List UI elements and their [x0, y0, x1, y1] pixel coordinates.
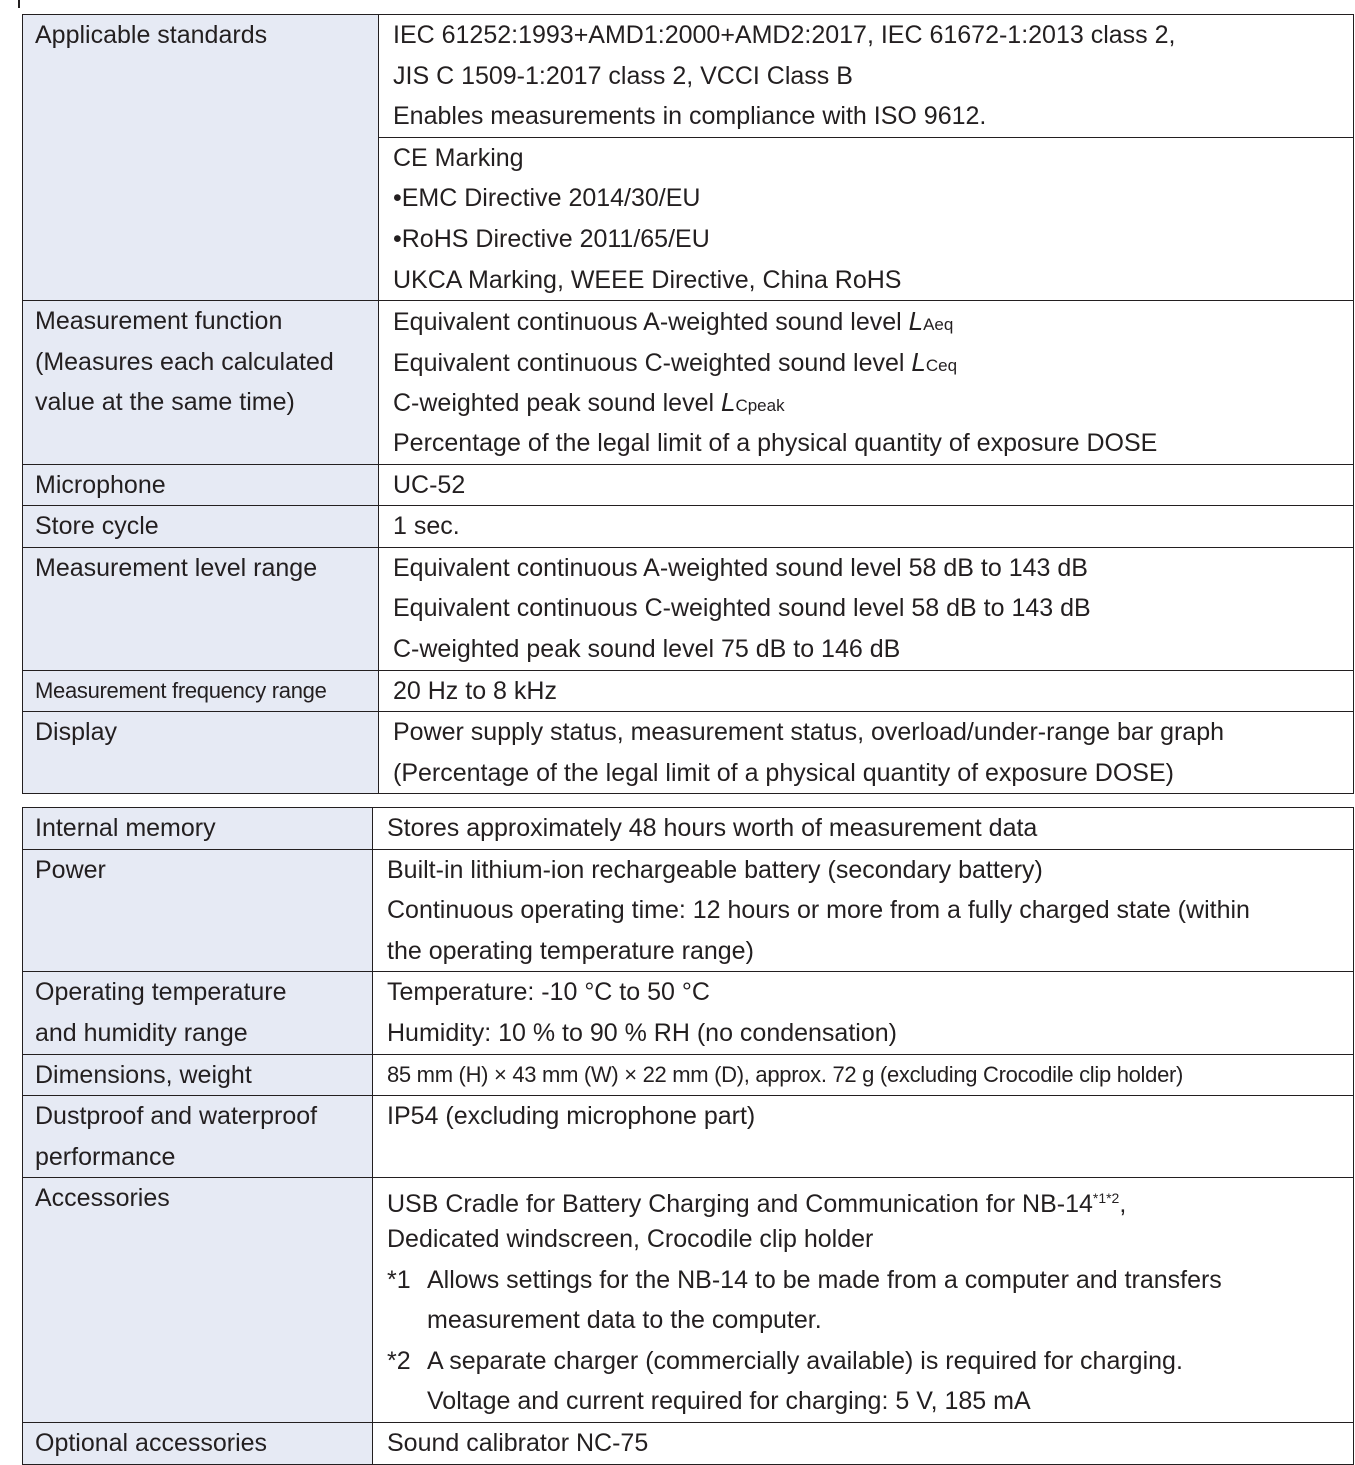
row-microphone: [23, 464, 1354, 506]
function-text: Equivalent continuous A-weighted sound level: [393, 308, 909, 337]
row-label: Microphone: [35, 470, 166, 499]
label-cell: [23, 506, 379, 548]
row-optional-accessories: [23, 1422, 1354, 1464]
function-item: [393, 382, 1353, 423]
row-label: Dimensions, weight: [35, 1060, 252, 1089]
row-value: UC-52: [393, 470, 466, 499]
value-cell: [373, 1422, 1354, 1464]
row-measurement-frequency-range: [23, 670, 1354, 712]
footnote-mark: *1: [387, 1265, 411, 1294]
spec-table-1: [22, 14, 1354, 794]
value-cell: [379, 670, 1354, 712]
row-label: Measurement function: [35, 307, 283, 336]
row-label: performance: [35, 1142, 176, 1171]
value-cell: [379, 506, 1354, 548]
value-cell-standards: [379, 15, 1354, 138]
row-measurement-level-range: [23, 547, 1354, 670]
value-cell: [379, 464, 1354, 506]
row-dustproof-waterproof: [23, 1096, 1354, 1178]
label-cell: [23, 972, 373, 1054]
row-label: Accessories: [35, 1184, 170, 1213]
power-line: Built-in lithium-ion rechargeable battery (secondary battery): [387, 855, 1043, 884]
value-cell: [373, 972, 1354, 1054]
power-line: the operating temperature range): [387, 936, 754, 965]
label-cell: [23, 1422, 373, 1464]
row-value: Sound calibrator NC-75: [387, 1428, 649, 1457]
row-label: (Measures each calculated: [35, 347, 334, 376]
marking-line: CE Marking: [393, 143, 524, 172]
marking-line: •RoHS Directive 2011/65/EU: [393, 224, 710, 253]
level-subscript: Ceq: [925, 355, 958, 375]
label-cell: [23, 849, 373, 972]
display-line: Power supply status, measurement status, overload/under-range bar graph: [393, 718, 1225, 747]
range-line: Equivalent continuous A-weighted sound level 58 dB to 143 dB: [393, 553, 1088, 582]
row-applicable-standards: [23, 15, 1354, 138]
level-symbol: L: [720, 387, 736, 418]
label-cell: [23, 712, 379, 794]
row-label: value at the same time): [35, 388, 295, 417]
row-label: Measurement frequency range: [35, 677, 327, 703]
function-item: [393, 301, 1353, 342]
accessories-text: USB Cradle for Battery Charging and Communication for NB-14: [387, 1190, 1093, 1219]
level-symbol: L: [911, 346, 926, 377]
row-operating-environment: [23, 972, 1354, 1054]
footnote-continuation: measurement data to the computer.: [427, 1306, 822, 1335]
value-cell: [373, 808, 1354, 850]
function-text: Equivalent continuous C-weighted sound level: [393, 348, 912, 377]
env-line: Temperature: -10 °C to 50 °C: [387, 978, 710, 1007]
level-symbol: L: [908, 306, 924, 337]
row-label: and humidity range: [35, 1018, 248, 1047]
row-label: Power: [35, 855, 106, 884]
row-label: Measurement level range: [35, 553, 318, 582]
row-label: Dustproof and waterproof: [35, 1102, 318, 1131]
row-dimensions-weight: [23, 1054, 1354, 1096]
page-edge-mark: [0, 0, 60, 6]
marking-line: •EMC Directive 2014/30/EU: [393, 184, 701, 213]
level-subscript: Cpeak: [735, 396, 785, 416]
row-label: Applicable standards: [35, 21, 268, 49]
value-cell: [373, 1178, 1354, 1423]
row-power: [23, 849, 1354, 972]
standards-line: JIS C 1509-1:2017 class 2, VCCI Class B: [393, 61, 853, 90]
label-cell: [23, 808, 373, 850]
label-cell: [23, 1096, 373, 1178]
label-cell: [23, 15, 379, 301]
row-display: [23, 712, 1354, 794]
value-cell: [373, 1054, 1354, 1096]
power-line: Continuous operating time: 12 hours or more from a fully charged state (within: [387, 896, 1250, 925]
value-cell: [379, 301, 1354, 464]
row-store-cycle: [23, 506, 1354, 548]
spec-table-2: [22, 807, 1354, 1465]
footnote-continuation: Voltage and current required for charging: 5 V, 185 mA: [427, 1387, 1031, 1416]
row-internal-memory: [23, 808, 1354, 850]
value-cell-marking: [379, 137, 1354, 300]
label-cell: [23, 547, 379, 670]
label-cell: [23, 464, 379, 506]
row-label: Internal memory: [35, 814, 216, 842]
function-item: Percentage of the legal limit of a physical quantity of exposure DOSE: [393, 428, 1158, 457]
value-cell: [373, 1096, 1354, 1178]
footnote-mark: *2: [387, 1346, 411, 1375]
accessories-tail: ,: [1119, 1190, 1127, 1219]
row-value: IP54 (excluding microphone part): [387, 1102, 756, 1131]
value-cell: [373, 849, 1354, 972]
label-cell: [23, 670, 379, 712]
label-cell: [23, 1054, 373, 1096]
footnote: [387, 1341, 1353, 1382]
function-text: C-weighted peak sound level: [393, 389, 721, 418]
env-line: Humidity: 10 % to 90 % RH (no condensation): [387, 1018, 897, 1047]
label-cell: [23, 1178, 373, 1423]
row-value: 1 sec.: [393, 512, 460, 541]
footnote: [387, 1260, 1353, 1301]
level-subscript: Aeq: [923, 315, 954, 335]
row-label: Store cycle: [35, 512, 159, 541]
footnote-refs: *1*2: [1092, 1190, 1120, 1207]
function-item: [393, 342, 1353, 383]
marking-line: UKCA Marking, WEEE Directive, China RoHS: [393, 265, 902, 294]
accessories-line: Dedicated windscreen, Crocodile clip holder: [387, 1224, 874, 1253]
accessories-line: [387, 1178, 1353, 1219]
footnote-text: A separate charger (commercially available) is required for charging.: [427, 1346, 1183, 1375]
row-label: Optional accessories: [35, 1428, 268, 1457]
row-value: Stores approximately 48 hours worth of measurement data: [387, 814, 1038, 842]
range-line: C-weighted peak sound level 75 dB to 146 dB: [393, 634, 901, 663]
value-cell: [379, 712, 1354, 794]
row-value: 85 mm (H) × 43 mm (W) × 22 mm (D), approx. 72 g (excluding Crocodile clip holder): [387, 1061, 1184, 1087]
standards-line: Enables measurements in compliance with ISO 9612.: [393, 102, 987, 131]
row-measurement-function: [23, 301, 1354, 464]
footnote-text: Allows settings for the NB-14 to be made from a computer and transfers: [427, 1265, 1222, 1294]
row-value: 20 Hz to 8 kHz: [393, 676, 557, 705]
row-accessories: [23, 1178, 1354, 1423]
standards-line: IEC 61252:1993+AMD1:2000+AMD2:2017, IEC 61672-1:2013 class 2,: [393, 21, 1176, 49]
row-label: Display: [35, 718, 117, 747]
value-cell: [379, 547, 1354, 670]
row-label: Operating temperature: [35, 978, 287, 1007]
label-cell: [23, 301, 379, 464]
display-line: (Percentage of the legal limit of a physical quantity of exposure DOSE): [393, 758, 1174, 787]
range-line: Equivalent continuous C-weighted sound level 58 dB to 143 dB: [393, 594, 1091, 623]
